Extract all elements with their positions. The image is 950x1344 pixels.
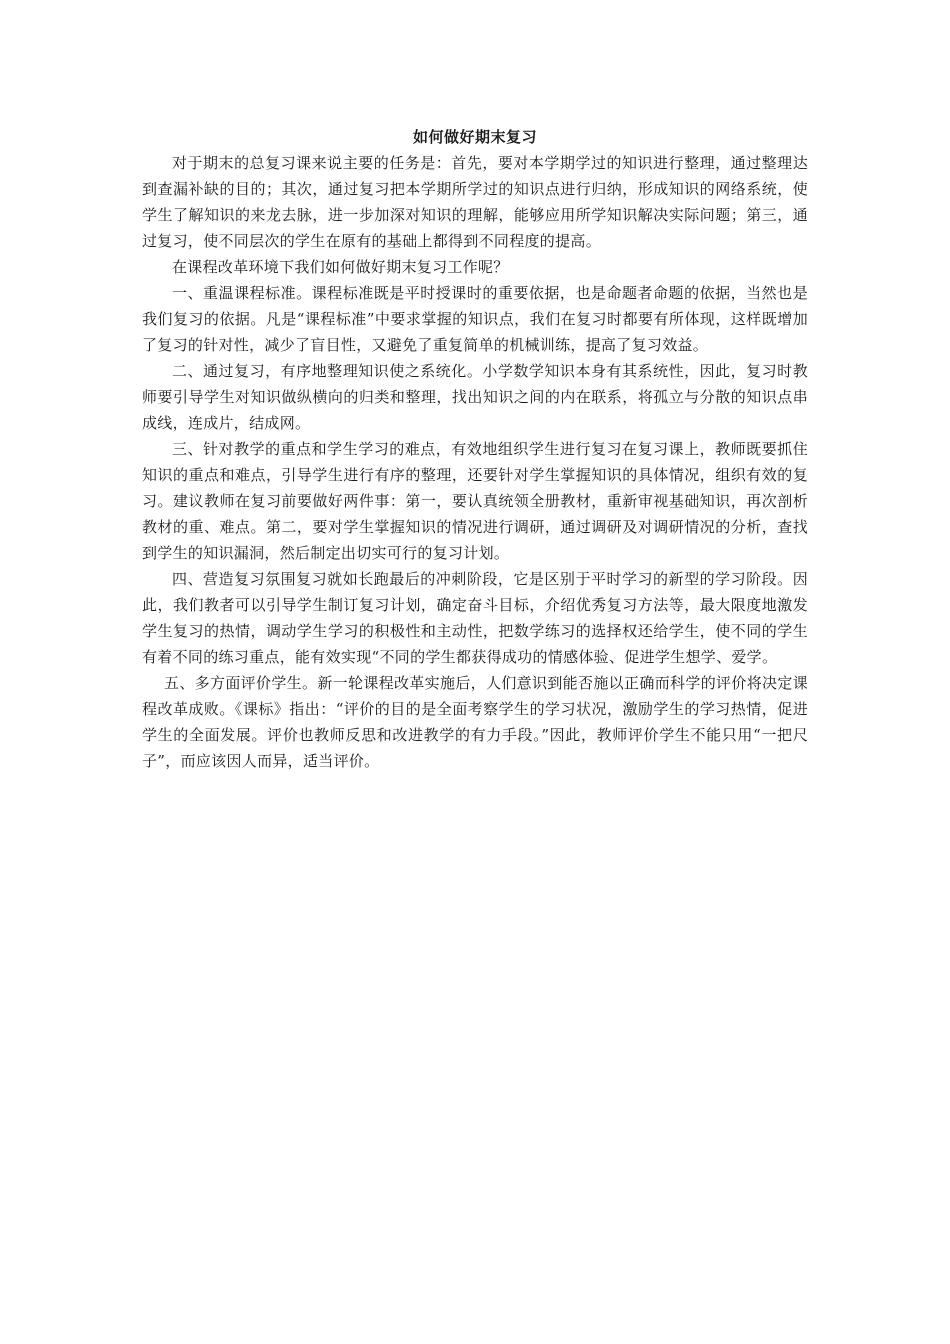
paragraph-point-2: 二、通过复习，有序地整理知识使之系统化。小学数学知识本身有其系统性，因此，复习时教师要引导学生对知识做纵横向的归类和整理，找出知识之间的内在联系，将孤立与分散的知识点串成线，连成片，结成网。	[142, 362, 808, 432]
document-title: 如何做好期末复习	[412, 128, 537, 146]
document-page	[142, 124, 808, 774]
paragraph-point-3: 三、针对教学的重点和学生学习的难点，有效地组织学生进行复习在复习课上，教师既要抓住知识的重点和难点，引导学生进行有序的整理，还要针对学生掌握知识的具体情况，组织有效的复习。建议教师在复习前要做好两件事：第一，要认真统领全册教材，重新审视基础知识，再次剖析教材的重、难点。第二，要对学生掌握知识的情况进行调研，通过调研及对调研情况的分析，查找到学生的知识漏洞，然后制定出切实可行的复习计划。	[142, 440, 808, 562]
paragraph-point-5: 五、多方面评价学生。新一轮课程改革实施后，人们意识到能否施以正确而科学的评价将决定课程改革成败。《课标》指出：“评价的目的是全面考察学生的学习状况，激励学生的学习热情，促进学生的全面发展。评价也教师反思和改进教学的有力手段。”因此，教师评价学生不能只用“一把尺子”，而应该因人而异，适当评价。	[142, 674, 808, 770]
paragraph-question: 在课程改革环境下我们如何做好期末复习工作呢？	[172, 258, 509, 276]
paragraph-point-4: 四、营造复习氛围复习就如长跑最后的冲刺阶段，它是区别于平时学习的新型的学习阶段。因此，我们教者可以引导学生制订复习计划，确定奋斗目标，介绍优秀复习方法等，最大限度地激发学生复习的热情，调动学生学习的积极性和主动性，把数学练习的选择权还给学生，使不同的学生有着不同的练习重点，能有效实现“不同的学生都获得成功的情感体验、促进学生想学、爱学。	[142, 570, 808, 666]
paragraph-point-1: 一、重温课程标准。课程标准既是平时授课时的重要依据，也是命题者命题的依据，当然也是我们复习的依据。凡是“课程标准”中要求掌握的知识点，我们在复习时都要有所体现，这样既增加了复习的针对性，减少了盲目性，又避免了重复简单的机械训练，提高了复习效益。	[142, 284, 808, 354]
paragraph-intro: 对于期末的总复习课来说主要的任务是：首先，要对本学期学过的知识进行整理，通过整理达到查漏补缺的目的；其次，通过复习把本学期所学过的知识点进行归纳，形成知识的网络系统，使学生了解知识的来龙去脉，进一步加深对知识的理解，能够应用所学知识解决实际问题；第三，通过复习，使不同层次的学生在原有的基础上都得到不同程度的提高。	[142, 154, 808, 250]
